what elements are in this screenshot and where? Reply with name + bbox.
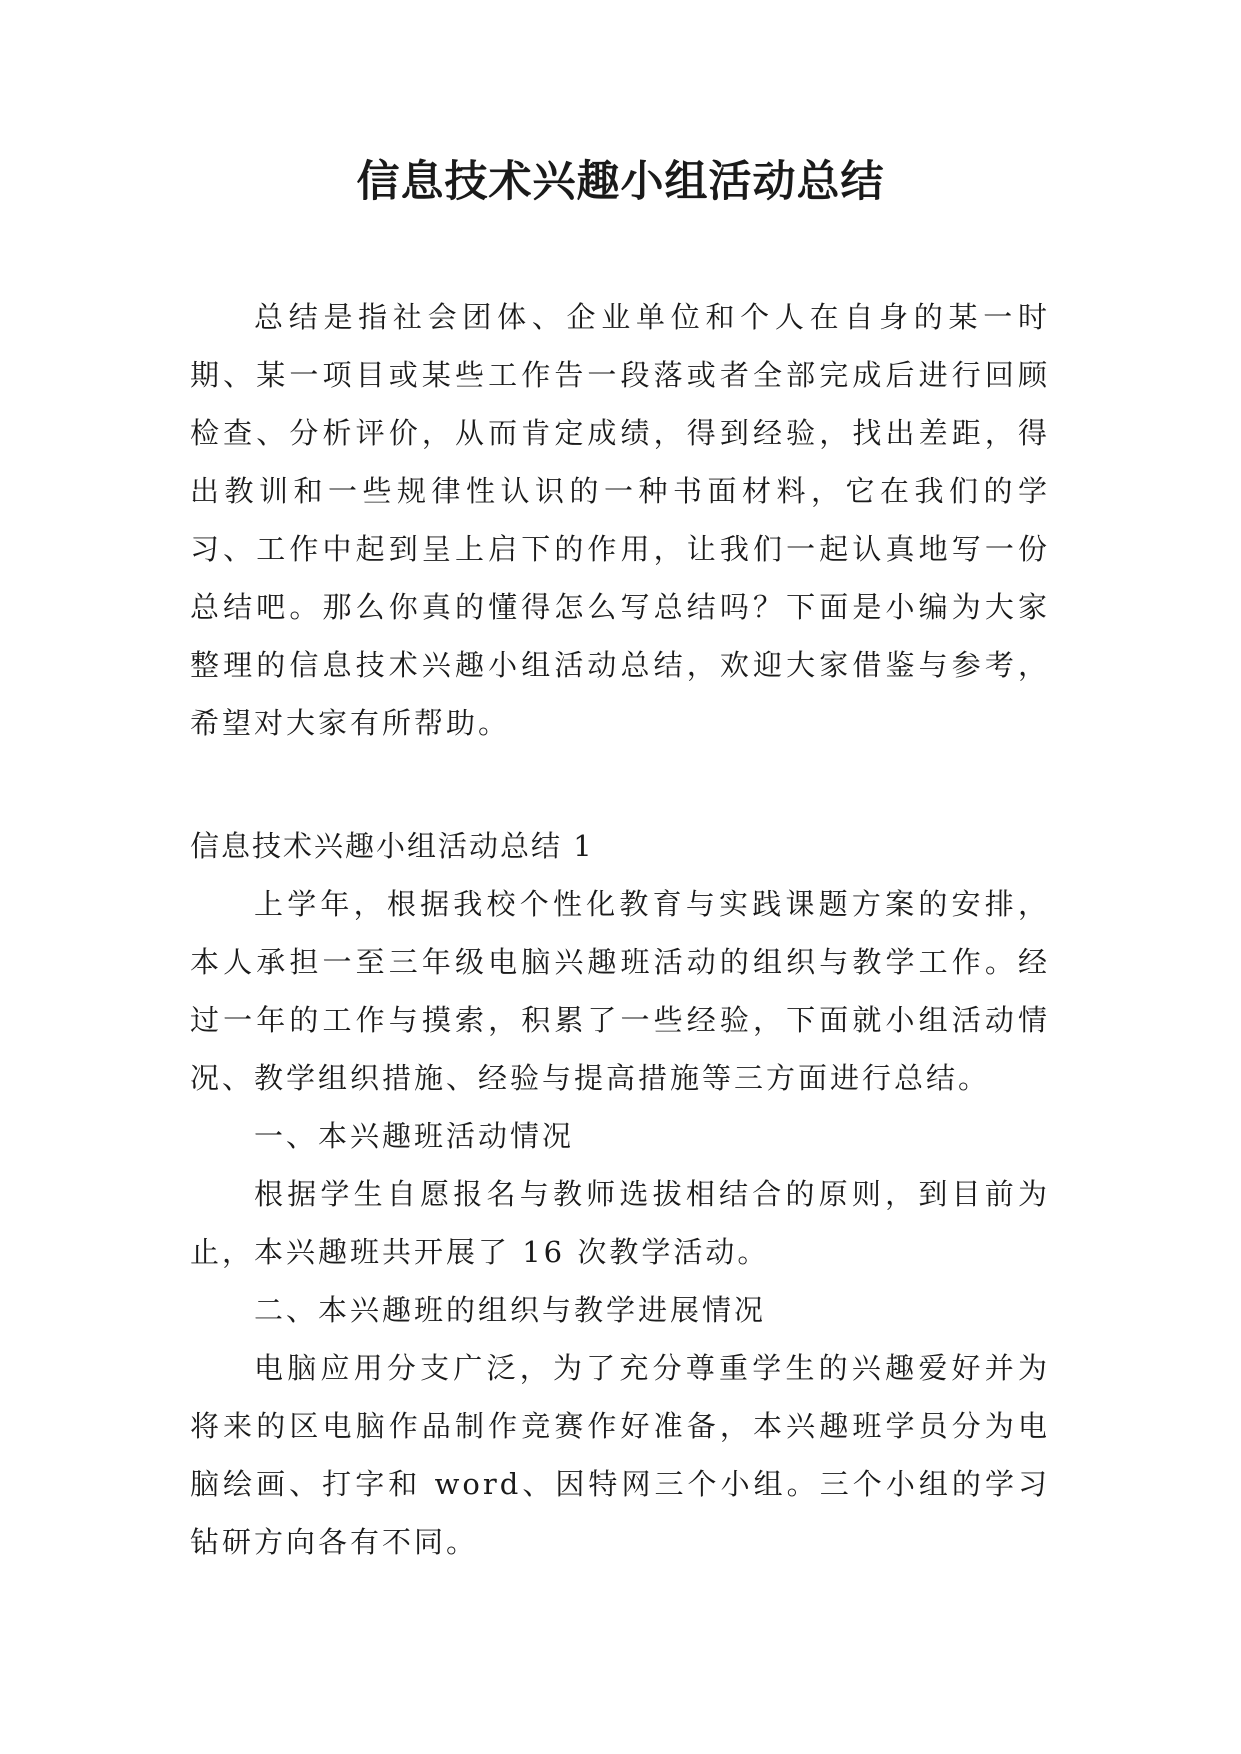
subheading-organization-progress: 二、本兴趣班的组织与教学进展情况 [254,1293,767,1327]
paragraph-overview: 上学年，根据我校个性化教育与实践课题方案的安排，本人承担一至三年级电脑兴趣班活动的组织与教学工作。经过一年的工作与摸索，积累了一些经验，下面就小组活动情况、教学组织措施、经验与提高措施等三方面进行总结。 [190,887,1050,1095]
section-heading-1: 信息技术兴趣小组活动总结 1 [190,829,594,863]
document-title: 信息技术兴趣小组活动总结 [356,157,885,207]
paragraph-groups: 电脑应用分支广泛，为了充分尊重学生的兴趣爱好并为将来的区电脑作品制作竞赛作好准备，本兴趣班学员分为电脑绘画、打字和 word、因特网三个小组。三个小组的学习钻研方向各有不同。 [190,1351,1050,1559]
paragraph-activity-count: 根据学生自愿报名与教师选拔相结合的原则，到目前为止，本兴趣班共开展了 16 次教学活动。 [190,1177,1050,1269]
intro-paragraph: 总结是指社会团体、企业单位和个人在自身的某一时期、某一项目或某些工作告一段落或者全部完成后进行回顾检查、分析评价，从而肯定成绩，得到经验，找出差距，得出教训和一些规律性认识的一种书面材料，它在我们的学习、工作中起到呈上启下的作用，让我们一起认真地写一份总结吧。那么你真的懂得怎么写总结吗？下面是小编为大家整理的信息技术兴趣小组活动总结，欢迎大家借鉴与参考，希望对大家有所帮助。 [190,300,1050,740]
subheading-activity-status: 一、本兴趣班活动情况 [254,1119,575,1153]
